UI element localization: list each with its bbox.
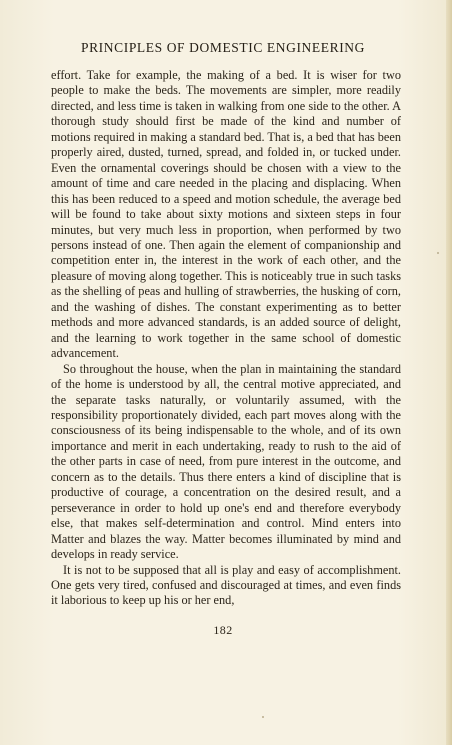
body-text	[51, 68, 401, 609]
paragraph: So throughout the house, when the plan in maintaining the standard of the home is understood by all, the central motive appreciated, and the separate tasks naturally, or voluntarily assumed, with the responsibility proportionately divided, each part moves along with the consciousness of its being indispensable to the whole, and of its own importance and merit in each undertaking, ready to rush to the aid of the other parts in case of need, from pure interest in the outcome, and concern as to the details. Thus there enters a kind of discipline that is productive of courage, a concentration on the desired result, and a perseverance in order to hold up one's end and therefore everybody else, that makes self-determination and control. Mind enters into Matter and blazes the way. Matter becomes illuminated by mind and develops in ready service.	[51, 361, 401, 562]
page-number: 182	[213, 623, 233, 637]
paper-speck	[437, 252, 439, 254]
paragraph: effort. Take for example, the making of a bed. It is wiser for two people to make the beds. The movements are simpler, more readily directed, and less time is taken in walking from one side to the other. A thorough study should first be made of the kind and number of motions required in making a standard bed. That is, a bed that has been properly aired, dusted, turned, spread, and folded in, or tucked under. Even the ornamental coverings should be chosen with a view to the amount of time and care needed in the placing and displacing. When this has been reduced to a speed and motion schedule, the average bed will be found to take about sixty motions and sixteen steps in four minutes, but very much less in proportion, when performed by two persons instead of one. Then again the element of companionship and competition enter in, the interest in the work of each other, and the pleasure of moving along together. This is noticeably true in such tasks as the shelling of peas and hulling of strawberries, the husking of corn, and the washing of dishes. The constant experimenting as to better methods and more advanced standards, is an added source of delight, and the learning to work together in the same school of domestic advancement.	[51, 68, 401, 361]
page-edge	[446, 0, 452, 745]
paragraph: It is not to be supposed that all is play and easy of accomplishment. One gets very tired, confused and discouraged at times, and even finds it laborious to keep up his or her end,	[51, 562, 401, 608]
paper-speck	[262, 716, 264, 718]
running-head: PRINCIPLES OF DOMESTIC ENGINEERING	[80, 40, 366, 55]
